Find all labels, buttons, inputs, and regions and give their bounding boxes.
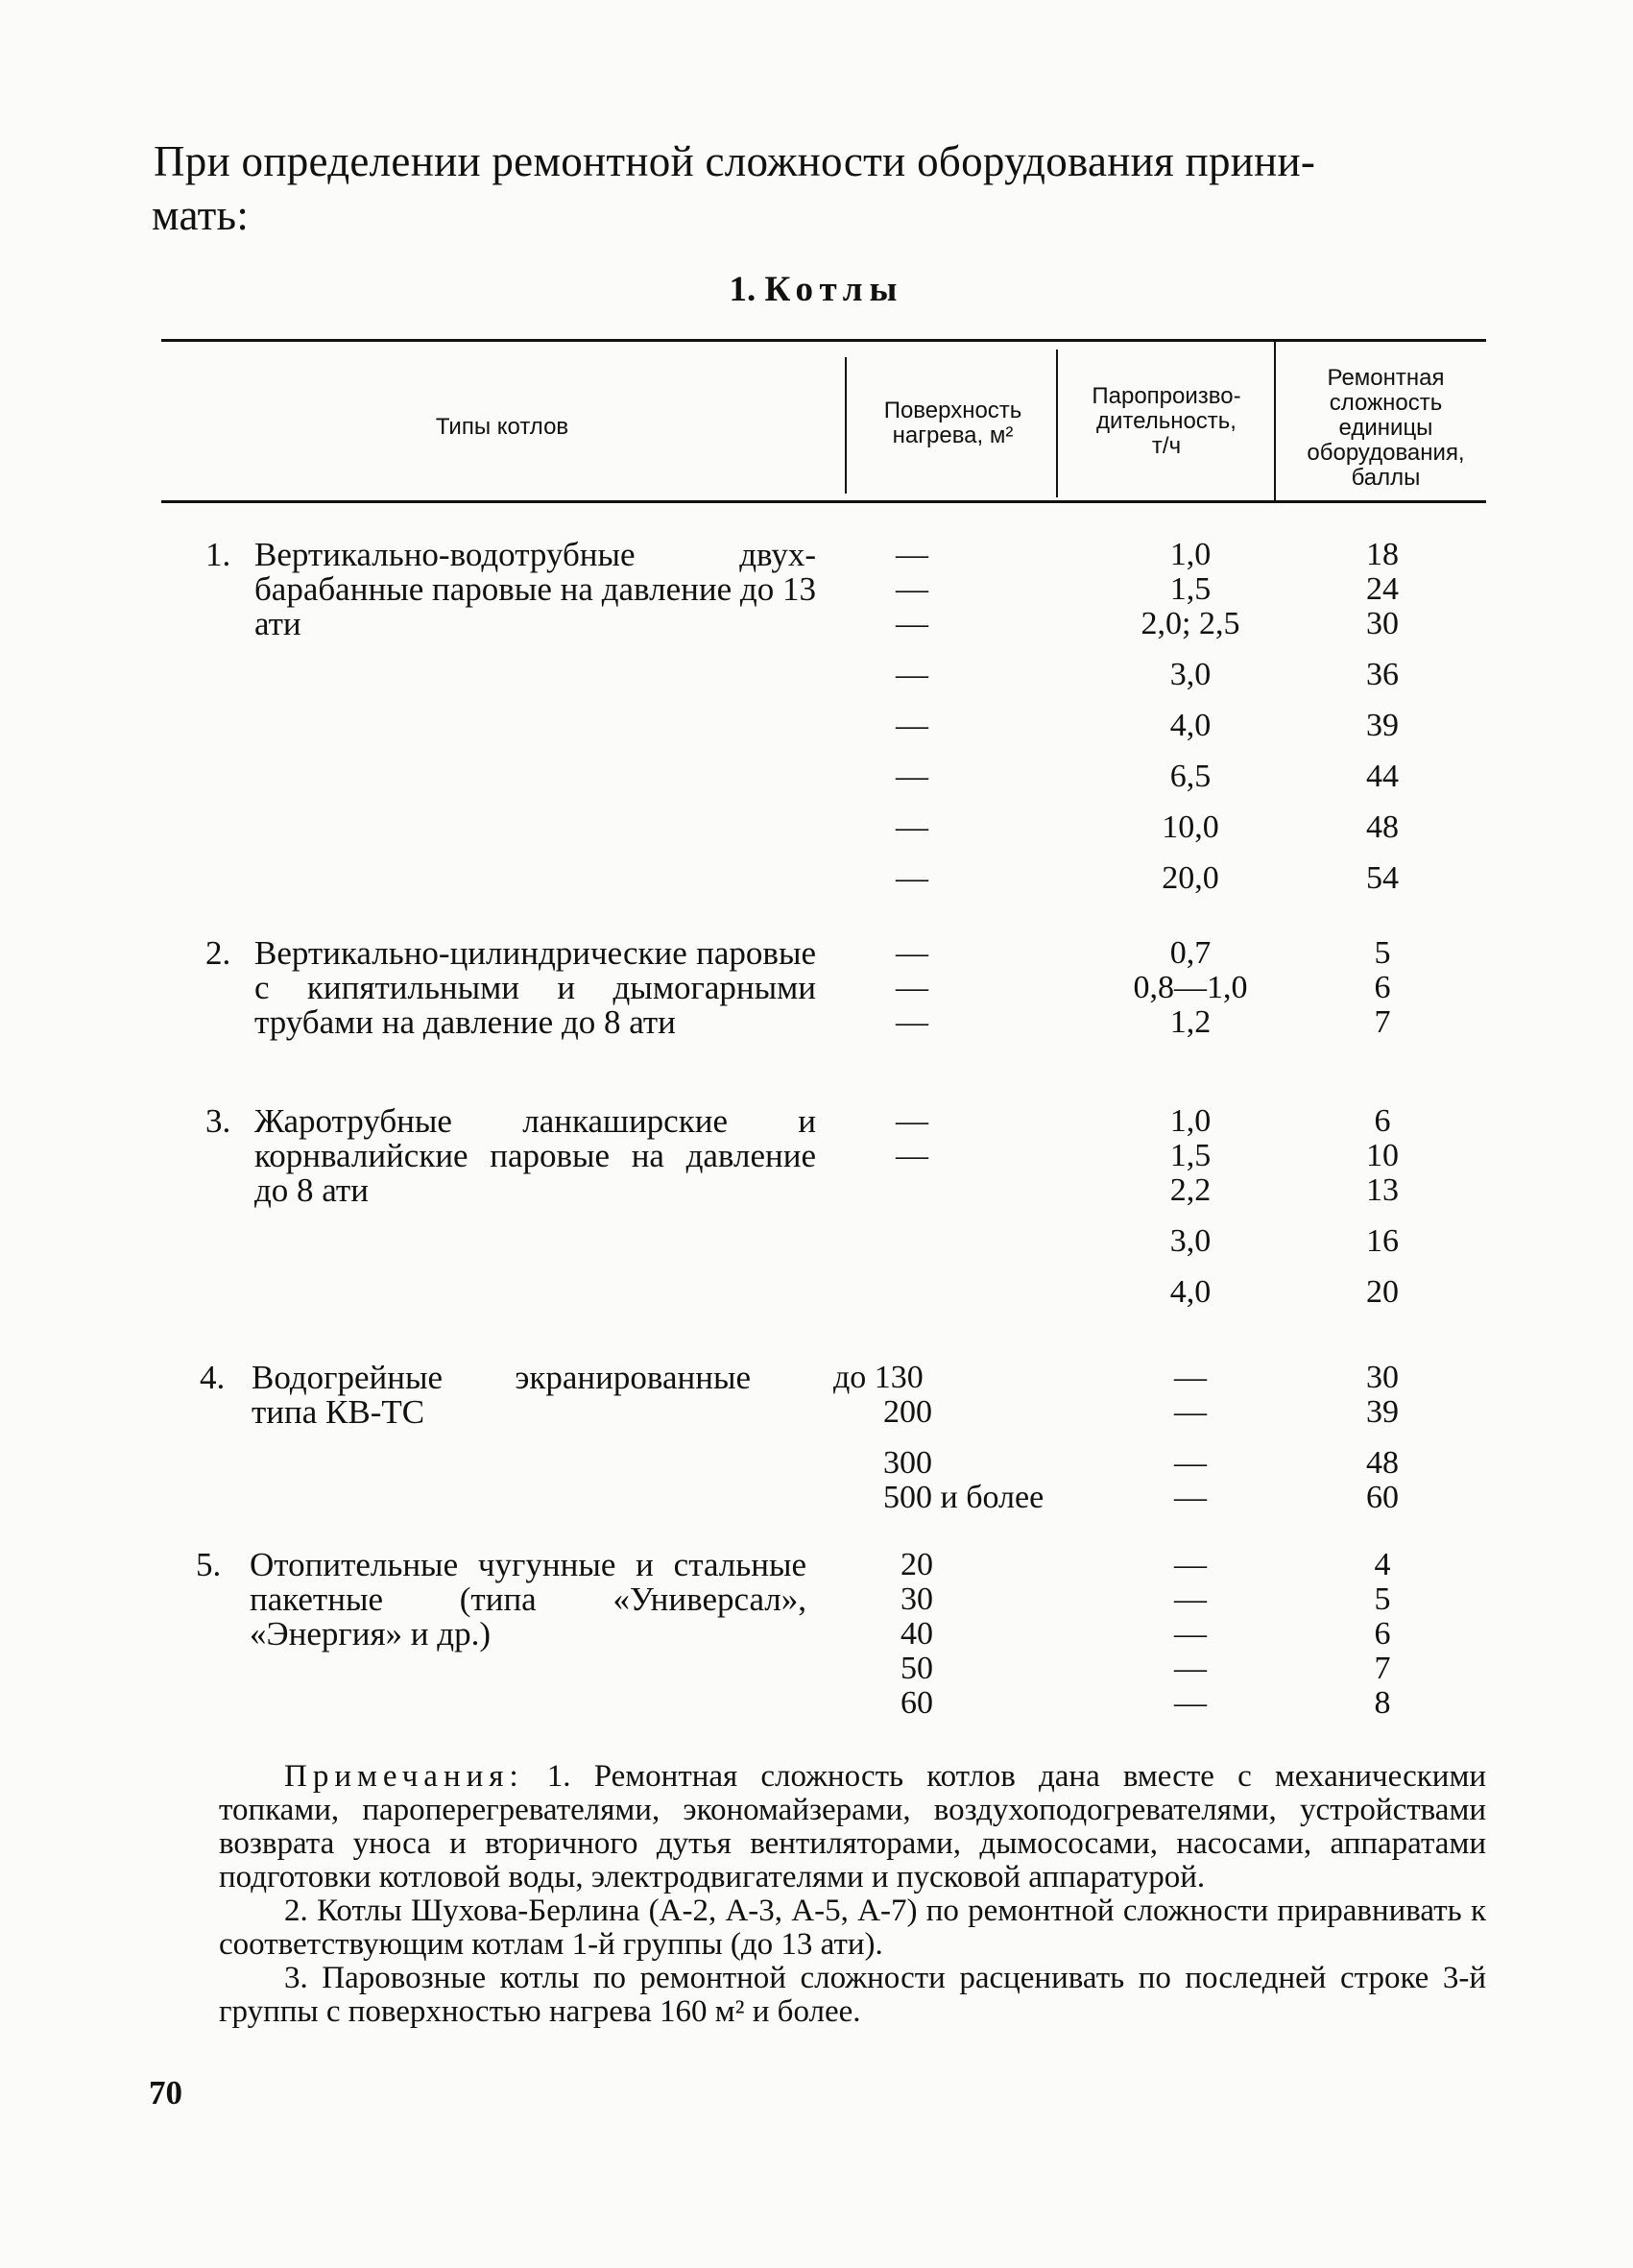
g1-r5-repair: 39 [1366, 708, 1399, 743]
g3-r4-repair: 16 [1366, 1223, 1399, 1259]
g4-r1-repair: 30 [1366, 1360, 1399, 1395]
header-steam-line-1: Паропроизво- [1092, 383, 1241, 409]
g4-r3-surface: 300 [883, 1445, 932, 1481]
g5-r3-steam: — [1174, 1616, 1207, 1652]
group-3-number: 3. [205, 1102, 231, 1140]
g1-r3-steam: 2,0; 2,5 [1141, 606, 1240, 641]
g3-r3-steam: 2,2 [1169, 1172, 1212, 1208]
g3-r1-repair: 6 [1374, 1103, 1391, 1139]
g5-r5-surface: 60 [901, 1685, 933, 1721]
g1-r2-repair: 24 [1366, 571, 1399, 607]
g1-r8-repair: 54 [1366, 860, 1399, 896]
section-number: 1. [729, 270, 756, 309]
header-surface-line-2: нагрева, м² [892, 422, 1014, 448]
header-repair-line-3: единицы [1338, 415, 1433, 441]
g3-r3-repair: 13 [1366, 1172, 1399, 1208]
notes-block [219, 1759, 1486, 2029]
g1-r3-surface: — [896, 606, 928, 641]
section-title [0, 269, 1633, 310]
g4-r1-steam: — [1174, 1360, 1207, 1395]
g2-r2-surface: — [896, 970, 928, 1005]
group-2-label: Вертикально-цилиндрические паровые с кипятильными и дымогарными трубами на давление до 8 ати [254, 934, 816, 1041]
g1-r2-steam: 1,5 [1169, 571, 1212, 607]
header-repair-line-1: Ремонтная [1327, 365, 1445, 391]
g1-r4-repair: 36 [1366, 657, 1399, 692]
header-repair-line-5: баллы [1351, 465, 1421, 491]
notes-heading: Примечания: [284, 1759, 524, 1794]
g2-r2-repair: 6 [1374, 970, 1391, 1005]
header-steam-line-3: т/ч [1151, 433, 1182, 459]
g1-r4-surface: — [896, 657, 928, 692]
g5-r2-surface: 30 [901, 1581, 933, 1617]
g5-r2-steam: — [1174, 1581, 1207, 1617]
g3-r1-surface: — [896, 1103, 928, 1139]
intro-line-1: При определении ремонтной сложности оборудования прини- [154, 137, 1316, 185]
g5-r1-repair: 4 [1374, 1547, 1391, 1582]
g4-r4-steam: — [1174, 1480, 1207, 1515]
g3-r2-surface: — [896, 1138, 928, 1173]
g4-r2-surface: 200 [883, 1394, 932, 1430]
g1-r2-surface: — [896, 571, 928, 607]
g1-r3-repair: 30 [1366, 606, 1399, 641]
column-divider-2 [1056, 350, 1058, 497]
g3-r5-steam: 4,0 [1169, 1274, 1212, 1310]
g3-r4-steam: 3,0 [1169, 1223, 1212, 1259]
group-3-label: Жаротрубные ланкаширские и корнвалийские паровые на давление до 8 ати [254, 1102, 816, 1209]
g3-r2-repair: 10 [1366, 1138, 1399, 1173]
g3-r1-steam: 1,0 [1169, 1103, 1212, 1139]
g1-r6-repair: 44 [1366, 759, 1399, 794]
group-5-label: Отопительные чугунные и стальные пакетные (типа «Универсал», «Энергия» и др.) [250, 1546, 806, 1653]
g1-r5-surface: — [896, 708, 928, 743]
g2-r3-repair: 7 [1374, 1004, 1391, 1040]
g2-r1-repair: 5 [1374, 935, 1391, 971]
g5-r1-steam: — [1174, 1547, 1207, 1582]
g1-r6-steam: 6,5 [1169, 759, 1212, 794]
g2-r3-surface: — [896, 1004, 928, 1040]
note-1 [219, 1760, 1486, 1894]
g5-r2-repair: 5 [1374, 1581, 1391, 1617]
g1-r1-steam: 1,0 [1169, 537, 1212, 572]
header-steam-line-2: дительность, [1096, 408, 1237, 434]
g2-r1-surface: — [896, 935, 928, 971]
g3-r5-repair: 20 [1366, 1274, 1399, 1310]
g1-r1-repair: 18 [1366, 537, 1399, 572]
g1-r4-steam: 3,0 [1169, 657, 1212, 692]
g2-r3-steam: 1,2 [1169, 1004, 1212, 1040]
header-repair [1278, 366, 1494, 491]
header-surface-line-1: Поверхность [883, 398, 1022, 423]
g4-r4-surface: 500 и более [883, 1480, 1045, 1515]
g5-r5-steam: — [1174, 1685, 1207, 1721]
note-1-text: 1. Ремонтная сложность котлов дана вместе с механическими топками, пароперегревателями, экономайзерами, воздухоподогревателями, устройствами возврата уноса и вторичного дутья вентиляторами, дымососами, насосами, аппаратами подготовки котловой воды, электродвигателями и пусковой аппаратурой. [219, 1759, 1486, 1894]
g5-r5-repair: 8 [1374, 1685, 1391, 1721]
g4-r2-steam: — [1174, 1394, 1207, 1430]
g4-r3-repair: 48 [1366, 1445, 1399, 1481]
header-repair-line-4: оборудования, [1307, 440, 1465, 466]
group-2-number: 2. [205, 934, 231, 972]
g5-r4-steam: — [1174, 1651, 1207, 1686]
header-surface [850, 398, 1056, 448]
g2-r2-steam: 0,8—1,0 [1133, 970, 1248, 1005]
column-divider-3 [1274, 342, 1276, 501]
g5-r4-repair: 7 [1374, 1651, 1391, 1686]
g1-r1-surface: — [896, 537, 928, 572]
g3-r2-steam: 1,5 [1169, 1138, 1212, 1173]
table-header-bottom-rule [161, 500, 1486, 503]
g5-r4-surface: 50 [901, 1651, 933, 1686]
header-steam [1060, 384, 1273, 459]
column-divider-1 [845, 357, 847, 494]
g5-r3-surface: 40 [901, 1616, 933, 1652]
g1-r8-surface: — [896, 860, 928, 896]
g5-r3-repair: 6 [1374, 1616, 1391, 1652]
group-1-label: Вертикально-водотрубные двух-барабанные паровые на давление до 13 ати [254, 536, 816, 642]
table-top-rule [161, 339, 1486, 342]
g4-r4-repair: 60 [1366, 1480, 1399, 1515]
group-4-label: Водогрейные экранированные типа КВ-ТС [252, 1359, 751, 1431]
g5-r1-surface: 20 [901, 1547, 933, 1582]
intro-text [154, 134, 1488, 242]
header-type: Типы котлов [435, 414, 569, 440]
note-2: 2. Котлы Шухова-Берлина (А-2, А-3, А-5, А-7) по ремонтной сложности приравнивать к соответствующим котлам 1-й группы (до 13 ати). [219, 1894, 1486, 1962]
g2-r1-steam: 0,7 [1169, 935, 1212, 971]
group-4-number: 4. [200, 1359, 226, 1396]
g1-r7-repair: 48 [1366, 809, 1399, 845]
g1-r7-steam: 10,0 [1162, 809, 1219, 845]
g1-r8-steam: 20,0 [1162, 860, 1219, 896]
note-3: 3. Паровозные котлы по ремонтной сложности расценивать по последней строке 3-й группы с поверхностью нагрева 160 м² и более. [219, 1961, 1486, 2029]
g4-r1-surface: до 130 [833, 1360, 924, 1395]
g1-r7-surface: — [896, 809, 928, 845]
g1-r6-surface: — [896, 759, 928, 794]
g4-r2-repair: 39 [1366, 1394, 1399, 1430]
group-5-number: 5. [196, 1546, 222, 1583]
g1-r5-steam: 4,0 [1169, 708, 1212, 743]
intro-line-2: мать: [152, 191, 250, 239]
header-repair-line-2: сложность [1329, 390, 1443, 416]
group-1-number: 1. [205, 536, 231, 573]
section-name: Котлы [764, 270, 904, 309]
page-number: 70 [149, 2074, 182, 2111]
g4-r3-steam: — [1174, 1445, 1207, 1481]
